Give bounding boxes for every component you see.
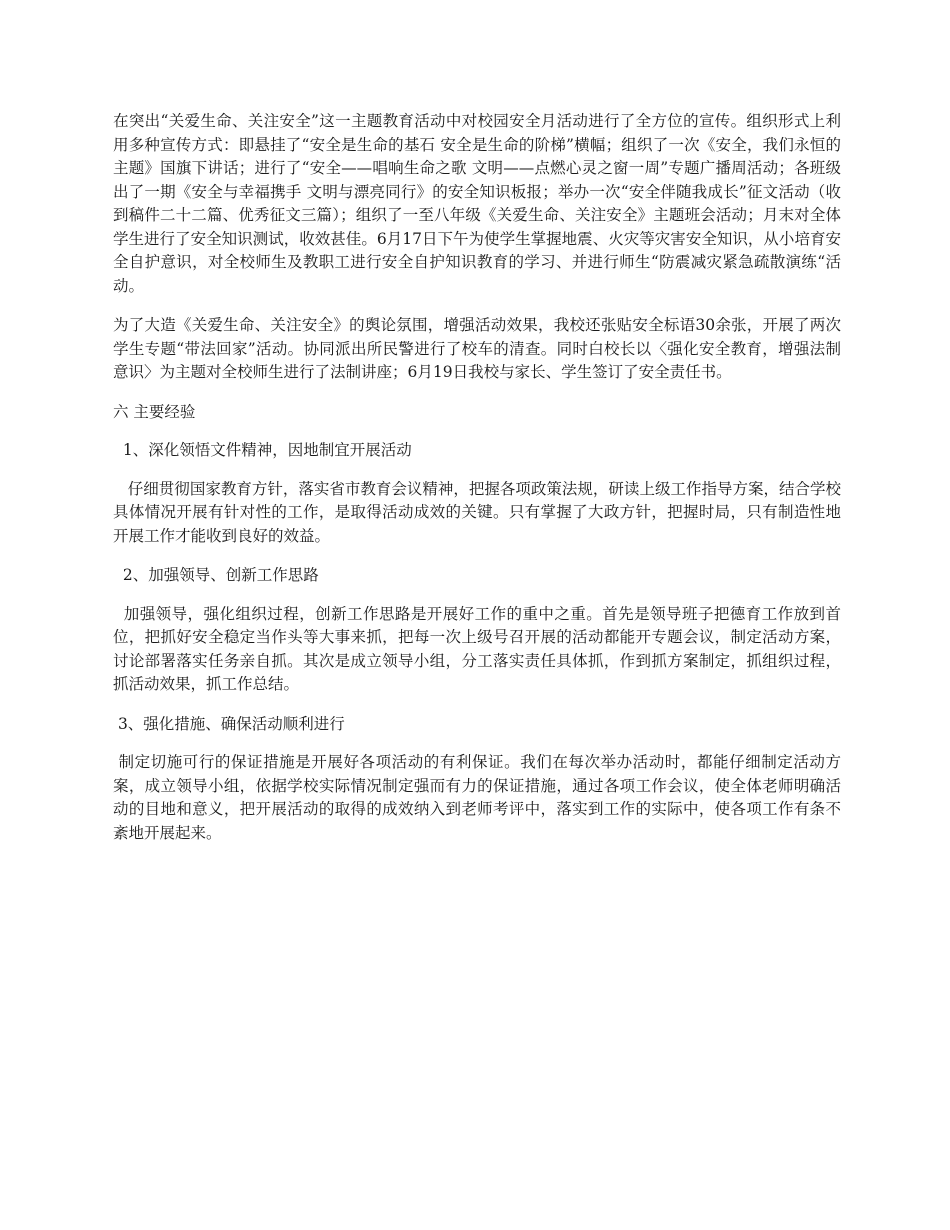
paragraph-leadership: 加强领导，强化组织过程，创新工作思路是开展好工作的重中之重。首先是领导班子把德育工作放到首位，把抓好安全稳定当作头等大事来抓，把每一次上级号召开展的活动都能开专题会议，制定活动方案，讨论部署落实任务亲自抓。其次是成立领导小组，分工落实责任具体抓，作到抓方案制定，抓组织过程，抓活动效果，抓工作总结。	[113, 604, 841, 693]
subheading-1: 1、深化领悟文件精神，因地制宜开展活动	[113, 441, 412, 459]
paragraph-publicity-atmosphere: 为了大造《关爱生命、关注安全》的舆论氛围，增强活动效果，我校还张贴安全标语30余张，开展了两次学生专题“带法回家”活动。协同派出所民警进行了校车的清查。同时白校长以〈强化安全教育，增强法制意识〉为主题对全校师生进行了法制讲座；6月19日我校与家长、学生签订了安全责任书。	[113, 316, 841, 381]
paragraph-policy: 仔细贯彻国家教育方针，落实省市教育会议精神，把握各项政策法规，研读上级工作指导方案，结合学校具体情况开展有针对性的工作，是取得活动成效的关键。只有掌握了大政方针，把握时局，只有制造性地开展工作才能收到良好的效益。	[113, 479, 841, 545]
subheading-2: 2、加强领导、创新工作思路	[113, 566, 319, 584]
paragraph-campaign-activities: 在突出“关爱生命、关注安全”这一主题教育活动中对校园安全月活动进行了全方位的宣传。组织形式上利用多种宣传方式：即悬挂了“安全是生命的基石 安全是生命的阶梯”横幅；组织了一次《安全，我们永恒的主题》国旗下讲话；进行了“安全——唱响生命之歌 文明——点燃心灵之窗一周”专题广播周活动；各班级出了一期《安全与幸福携手 文明与漂亮同行》的安全知识板报；举办一次“安全伴随我成长”征文活动（收到稿件二十二篇、优秀征文三篇）；组织了一至八年级《关爱生命、关注安全》主题班会活动；月末对全体学生进行了安全知识测试，收效甚佳。6月17日下午为使学生掌握地震、火灾等灾害安全知识，从小培育安全自护意识，对全校师生及教职工进行安全自护知识教育的学习、并进行师生“防震减灾紧急疏散演练“活动。	[113, 112, 841, 295]
section-heading-main-experience: 六 主要经验	[113, 402, 196, 421]
paragraph-measures: 制定切施可行的保证措施是开展好各项活动的有利保证。我们在每次举办活动时，都能仔细制定活动方案，成立领导小组，依据学校实际情况制定强而有力的保证措施，通过各项工作会议，使全体老师明确活动的目地和意义，把开展活动的取得的成效纳入到老师考评中，落实到工作的实际中，使各项工作有条不紊地开展起来。	[113, 753, 841, 842]
document-body	[113, 110, 841, 861]
subheading-3: 3、强化措施、确保活动顺利进行	[113, 714, 345, 733]
